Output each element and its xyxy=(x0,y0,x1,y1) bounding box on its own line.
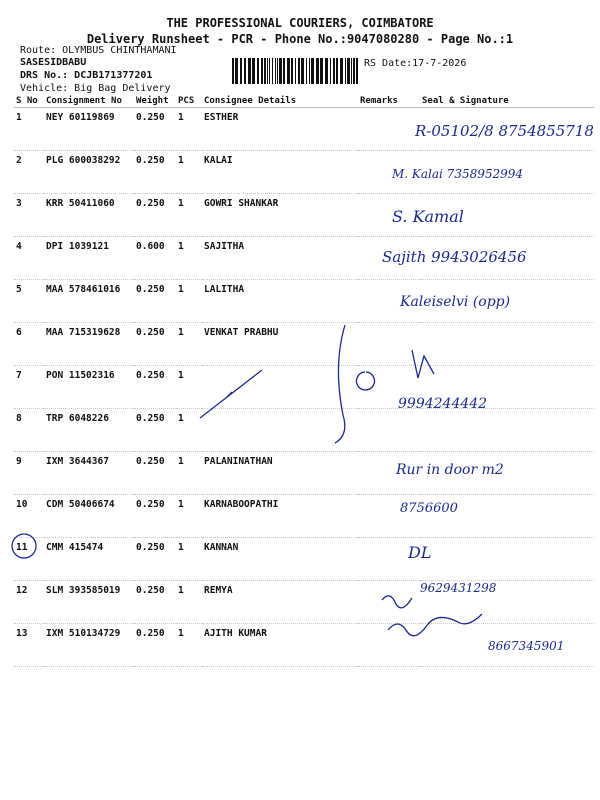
row-consignee xyxy=(202,366,358,409)
handwriting-row6-7: 9994244442 xyxy=(398,396,488,412)
row-signature xyxy=(420,495,594,538)
handwriting-row2: M. Kalai 7358952994 xyxy=(392,167,524,181)
row-sno: 4 xyxy=(14,237,44,280)
handwriting-row12: 9629431298 xyxy=(420,581,497,595)
table-row xyxy=(14,280,594,323)
runsheet-table xyxy=(14,94,594,667)
row-remarks xyxy=(358,538,420,581)
row-remarks xyxy=(358,280,420,323)
row-sno: 2 xyxy=(14,151,44,194)
row-consignment: NEY 60119869 xyxy=(44,108,134,151)
row-weight: 0.250 xyxy=(134,624,176,667)
row-sno: 6 xyxy=(14,323,44,366)
row-consignee: PALANINATHAN xyxy=(202,452,358,495)
row-consignee: LALITHA xyxy=(202,280,358,323)
row-consignee: REMYA xyxy=(202,581,358,624)
row-consignment: IXM 510134729 xyxy=(44,624,134,667)
row-remarks xyxy=(358,581,420,624)
barcode-image xyxy=(232,58,362,84)
row-sno: 7 xyxy=(14,366,44,409)
row-signature xyxy=(420,538,594,581)
row-weight: 0.250 xyxy=(134,409,176,452)
row-pcs: 1 xyxy=(176,409,202,452)
col-sno: S No xyxy=(14,94,44,108)
row-consignment: DPI 1039121 xyxy=(44,237,134,280)
row-pcs: 1 xyxy=(176,452,202,495)
row-remarks xyxy=(358,409,420,452)
row-remarks xyxy=(358,108,420,151)
row-pcs: 1 xyxy=(176,366,202,409)
row-consignment: MAA 715319628 xyxy=(44,323,134,366)
row-signature xyxy=(420,624,594,667)
row-sno: 11 xyxy=(14,538,44,581)
table-row xyxy=(14,409,594,452)
row-pcs: 1 xyxy=(176,624,202,667)
row-pcs: 1 xyxy=(176,581,202,624)
table-row xyxy=(14,108,594,151)
row-weight: 0.250 xyxy=(134,452,176,495)
table-row xyxy=(14,237,594,280)
col-consignment: Consignment No xyxy=(44,94,134,108)
row-consignment: PON 11502316 xyxy=(44,366,134,409)
handwriting-row13: 8667345901 xyxy=(488,639,565,653)
col-remarks: Remarks xyxy=(358,94,420,108)
route-label: Route: OLYMBUS CHINTHAMANI xyxy=(20,45,177,56)
handwriting-row5: Kaleiselvi (opp) xyxy=(400,294,511,310)
vehicle-label: Vehicle: Big Bag Delivery xyxy=(20,83,171,94)
row-remarks xyxy=(358,151,420,194)
row-consignment: IXM 3644367 xyxy=(44,452,134,495)
col-consignee: Consignee Details xyxy=(202,94,358,108)
row-sno: 13 xyxy=(14,624,44,667)
table-row xyxy=(14,452,594,495)
row-signature xyxy=(420,452,594,495)
row-sno: 3 xyxy=(14,194,44,237)
row-pcs: 1 xyxy=(176,237,202,280)
drs-number: DRS No.: DCJB171377201 xyxy=(20,70,153,81)
row-sno: 1 xyxy=(14,108,44,151)
row-remarks xyxy=(358,323,420,366)
row-weight: 0.250 xyxy=(134,108,176,151)
row-signature xyxy=(420,366,594,409)
row-pcs: 1 xyxy=(176,323,202,366)
row-consignee: ESTHER xyxy=(202,108,358,151)
row-signature xyxy=(420,151,594,194)
row-consignment: CMM 415474 xyxy=(44,538,134,581)
handwriting-row10: 8756600 xyxy=(400,501,458,516)
table-row xyxy=(14,151,594,194)
table-row xyxy=(14,624,594,667)
row-remarks xyxy=(358,366,420,409)
row-pcs: 1 xyxy=(176,108,202,151)
handwriting-row9: Rur in door m2 xyxy=(396,462,504,478)
row-weight: 0.250 xyxy=(134,151,176,194)
table-row xyxy=(14,581,594,624)
table-row xyxy=(14,366,594,409)
row-consignment: PLG 600038292 xyxy=(44,151,134,194)
company-title: THE PROFESSIONAL COURIERS, COIMBATORE xyxy=(166,16,434,30)
table-row xyxy=(14,323,594,366)
row-remarks xyxy=(358,237,420,280)
row-signature xyxy=(420,194,594,237)
row-sno: 5 xyxy=(14,280,44,323)
row-consignee: KALAI xyxy=(202,151,358,194)
row-remarks xyxy=(358,495,420,538)
handwriting-row4: Sajith 9943026456 xyxy=(382,248,527,266)
row-consignee: KARNABOOPATHI xyxy=(202,495,358,538)
row-remarks xyxy=(358,194,420,237)
row-consignee: KANNAN xyxy=(202,538,358,581)
row-weight: 0.250 xyxy=(134,366,176,409)
table-header-row xyxy=(14,94,594,108)
row-weight: 0.250 xyxy=(134,495,176,538)
row-signature xyxy=(420,409,594,452)
row-signature xyxy=(420,237,594,280)
row-weight: 0.250 xyxy=(134,323,176,366)
row-consignee: SAJITHA xyxy=(202,237,358,280)
row-sno: 10 xyxy=(14,495,44,538)
row-weight: 0.250 xyxy=(134,538,176,581)
row-weight: 0.250 xyxy=(134,280,176,323)
row-pcs: 1 xyxy=(176,495,202,538)
runsheet-subtitle: Delivery Runsheet - PCR - Phone No.:9047080280 - Page No.:1 xyxy=(86,32,514,46)
staff-name: SASESIDBABU xyxy=(20,57,87,68)
col-pcs: PCS xyxy=(176,94,202,108)
row-signature xyxy=(420,108,594,151)
col-signature: Seal & Signature xyxy=(420,94,594,108)
row-consignee: AJITH KUMAR xyxy=(202,624,358,667)
handwriting-row3: S. Kamal xyxy=(392,207,464,226)
row-remarks xyxy=(358,624,420,667)
handwriting-row1: R-05102/8 8754855718 xyxy=(415,122,594,140)
row-sno: 12 xyxy=(14,581,44,624)
table-row xyxy=(14,538,594,581)
row-consignee: VENKAT PRABHU xyxy=(202,323,358,366)
table-row xyxy=(14,194,594,237)
row-signature xyxy=(420,323,594,366)
row-consignment: TRP 6048226 xyxy=(44,409,134,452)
row-consignment: KRR 50411060 xyxy=(44,194,134,237)
row-consignment: SLM 393585019 xyxy=(44,581,134,624)
row-signature xyxy=(420,280,594,323)
row-pcs: 1 xyxy=(176,280,202,323)
handwriting-row11: DL xyxy=(408,543,432,562)
row-sno: 8 xyxy=(14,409,44,452)
row-consignment: MAA 578461016 xyxy=(44,280,134,323)
row-consignee: GOWRI SHANKAR xyxy=(202,194,358,237)
row-pcs: 1 xyxy=(176,194,202,237)
row-remarks xyxy=(358,452,420,495)
row-consignment: CDM 50406674 xyxy=(44,495,134,538)
row-consignee xyxy=(202,409,358,452)
row-weight: 0.250 xyxy=(134,194,176,237)
row-sno: 9 xyxy=(14,452,44,495)
col-weight: Weight xyxy=(134,94,176,108)
table-row xyxy=(14,495,594,538)
rs-date: RS Date:17-7-2026 xyxy=(364,58,467,69)
row-weight: 0.600 xyxy=(134,237,176,280)
row-pcs: 1 xyxy=(176,151,202,194)
row-signature xyxy=(420,581,594,624)
row-weight: 0.250 xyxy=(134,581,176,624)
row-pcs: 1 xyxy=(176,538,202,581)
